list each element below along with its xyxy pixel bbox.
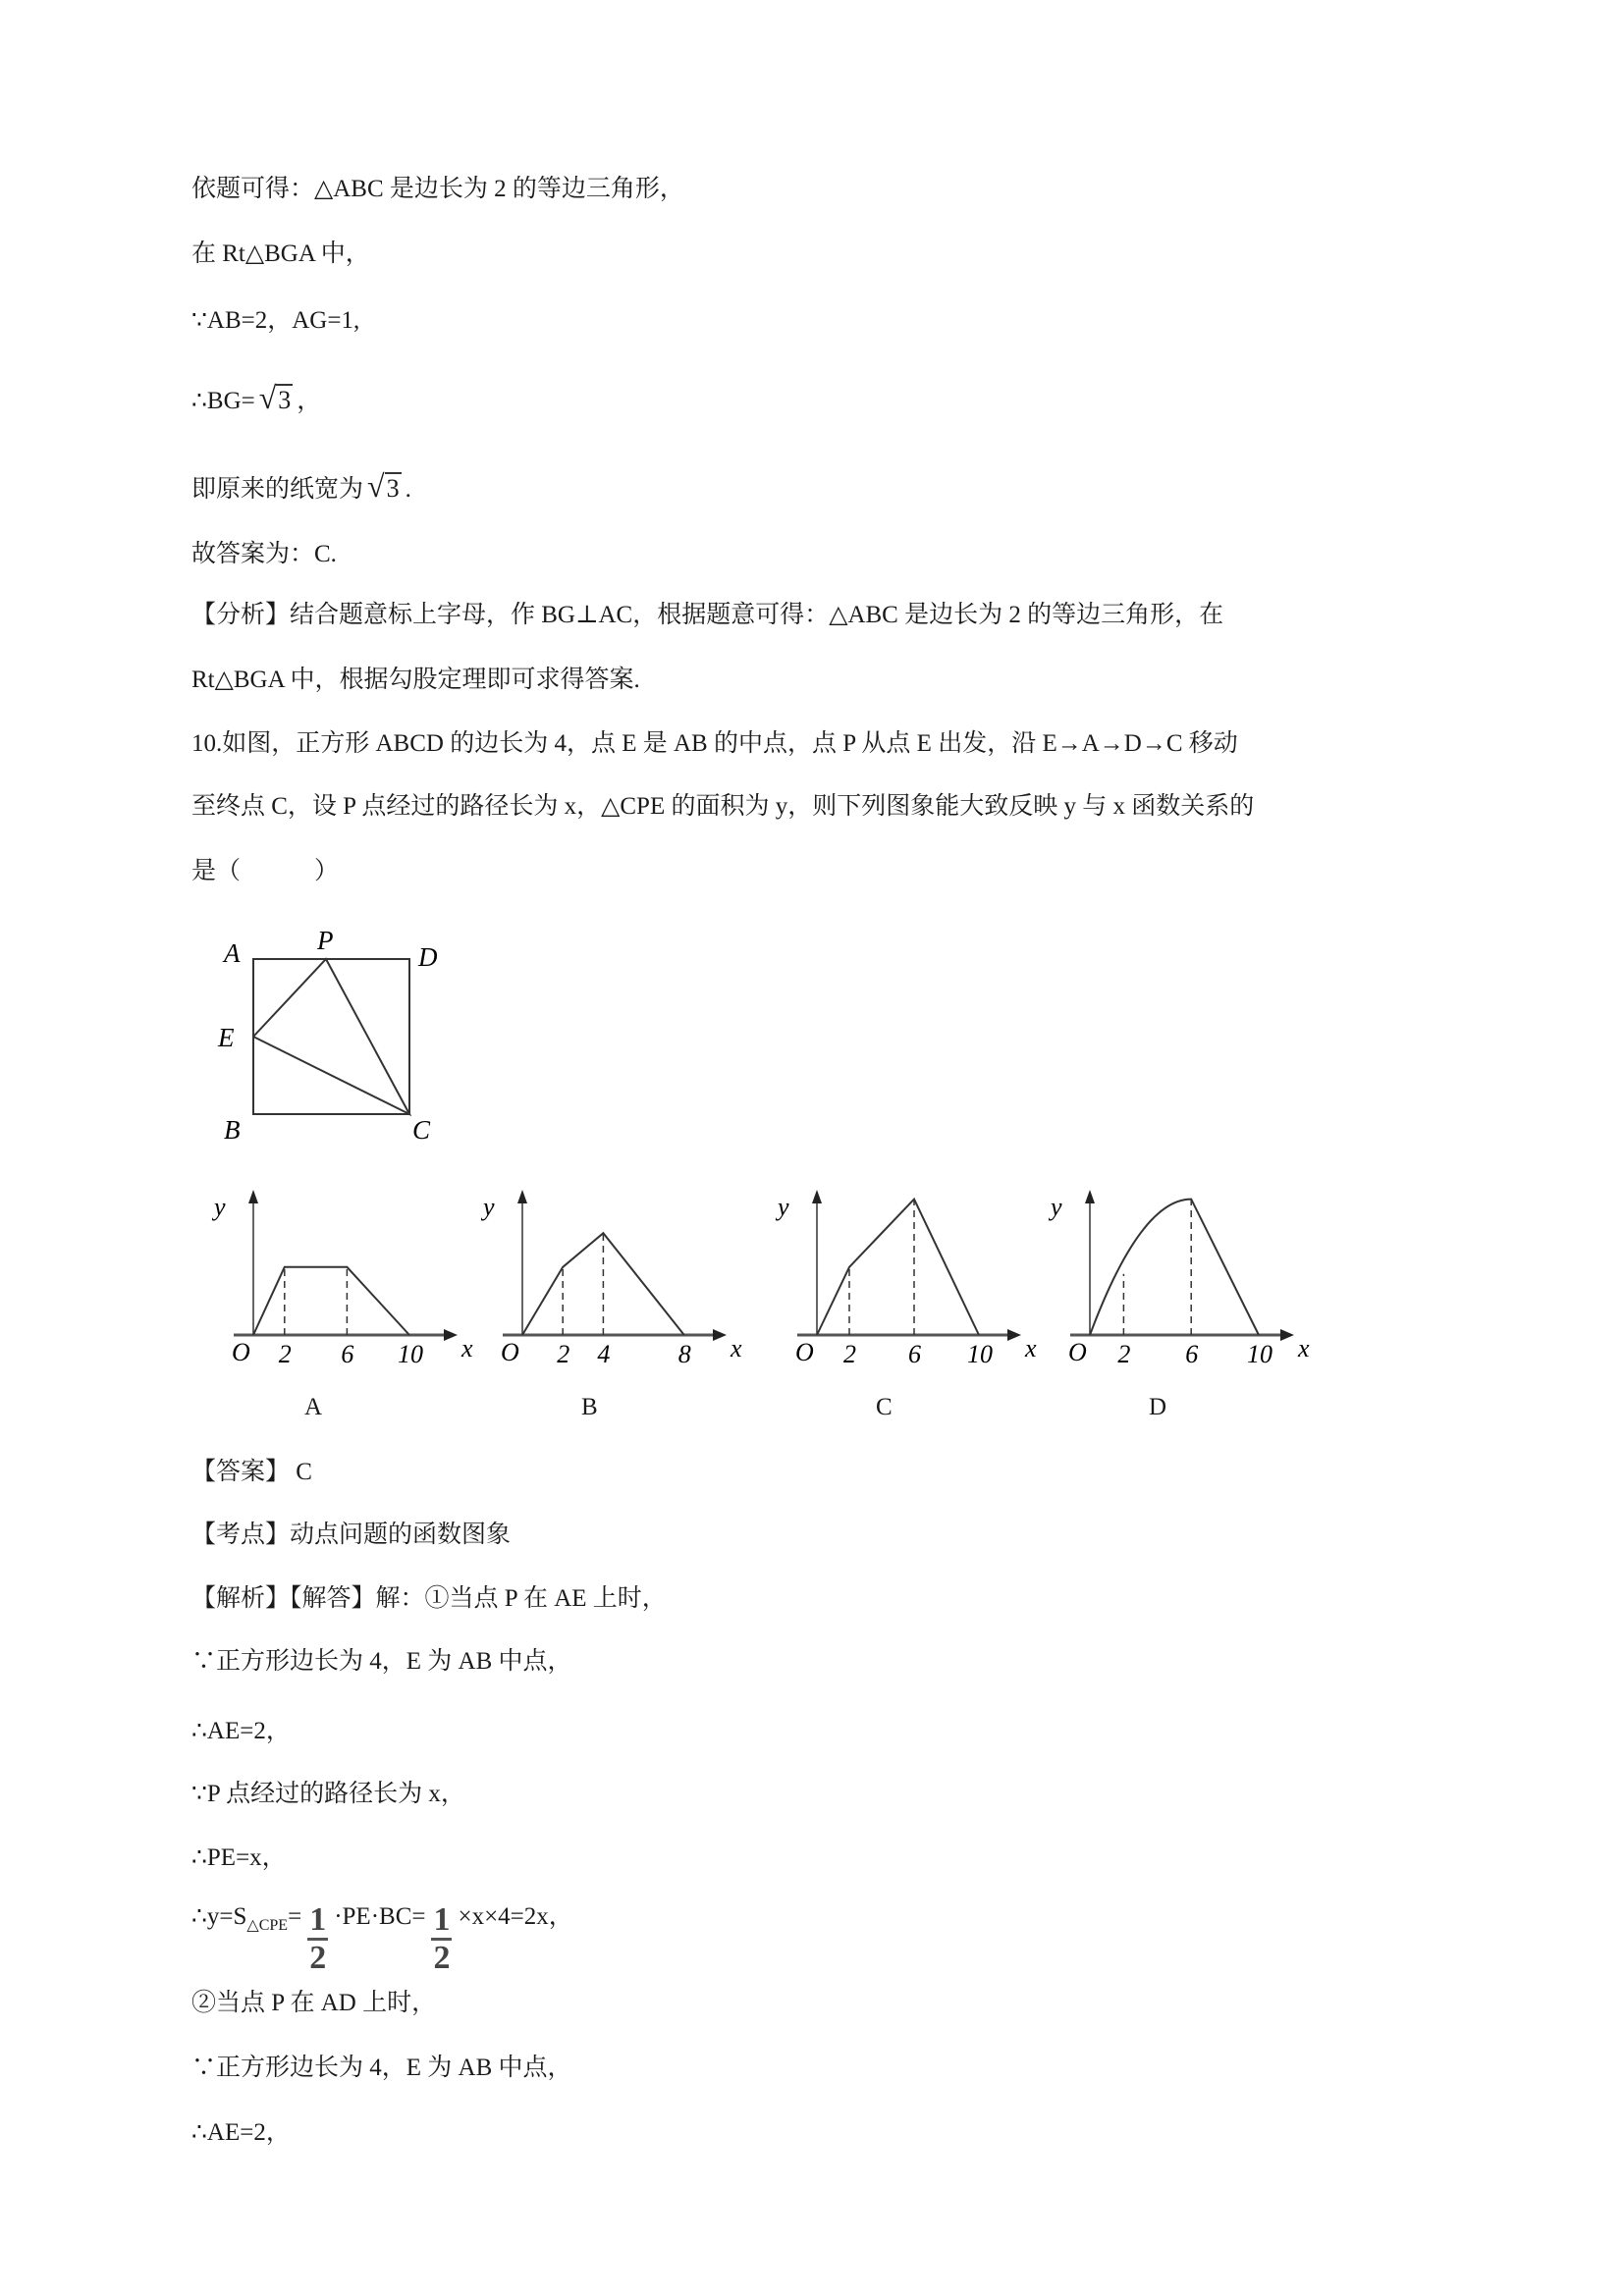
width-text: 即原来的纸宽为 <box>191 476 364 503</box>
square-abcd <box>253 959 409 1114</box>
label-e: E <box>218 1023 235 1052</box>
x-tick-label: 6 <box>1185 1340 1199 1368</box>
area-equation <box>191 1899 573 1976</box>
x-axis-label: x <box>1025 1334 1037 1362</box>
comma: ， <box>297 388 322 414</box>
answer-line: 【答案】 C <box>191 1459 312 1485</box>
x-tick-label: 2 <box>278 1340 292 1368</box>
eq-tail: ×x×4=2x， <box>458 1903 573 1930</box>
solution-line: 【解析】【解答】解：①当点 P 在 AE 上时， <box>191 1585 667 1612</box>
text-line: ∴AE=2， <box>191 1718 291 1744</box>
topic-line: 【考点】动点问题的函数图象 <box>191 1522 512 1548</box>
label-d: D <box>418 942 438 972</box>
y-axis-label: y <box>1051 1193 1062 1221</box>
origin-label: O <box>232 1338 250 1366</box>
text-line: ∵P 点经过的路径长为 x， <box>191 1781 465 1807</box>
question-line: 是（ ） <box>191 858 340 884</box>
analysis-line: 【分析】结合题意标上字母，作 BG⊥AC，根据题意可得：△ABC 是边长为 2 的等边三角形，在 <box>191 602 1224 628</box>
x-tick-label: 10 <box>1247 1340 1272 1368</box>
question-line: 至终点 C，设 P 点经过的路径长为 x，△CPE 的面积为 y，则下列图象能大致反映 y 与 x 函数关系的 <box>191 793 1255 820</box>
x-axis-label: x <box>461 1334 473 1362</box>
triangle-cpe <box>253 959 409 1114</box>
square-figure <box>206 923 461 1148</box>
label-p: P <box>317 926 334 955</box>
text-line: ②当点 P 在 AD 上时， <box>191 1990 437 2016</box>
x-tick-label: 10 <box>967 1340 993 1368</box>
bg-equation <box>191 380 322 416</box>
function-line <box>253 1267 409 1335</box>
option-label-b: B <box>581 1394 598 1420</box>
function-curve <box>1090 1200 1259 1335</box>
y-axis-label: y <box>483 1193 495 1221</box>
bg-prefix: ∴BG= <box>191 388 255 414</box>
question-line: 10.如图，正方形 ABCD 的边长为 4，点 E 是 AB 的中点，点 P 从点 E 出发，沿 E→A→D→C 移动 <box>191 730 1238 757</box>
y-axis-arrow-icon <box>1085 1190 1095 1203</box>
x-tick-label: 10 <box>398 1340 423 1368</box>
text-line: ∴AE=2， <box>191 2119 291 2146</box>
origin-label: O <box>1068 1338 1087 1366</box>
y-axis-arrow-icon <box>248 1190 258 1203</box>
sqrt-three: √3 <box>367 468 400 504</box>
eq-mid: ·PE·BC= <box>334 1903 426 1930</box>
x-axis-arrow-icon <box>713 1329 727 1341</box>
text-line: 在 Rt△BGA 中， <box>191 240 370 267</box>
label-b: B <box>224 1115 241 1145</box>
period: . <box>405 476 411 503</box>
text-line: ∵正方形边长为 4，E 为 AB 中点， <box>191 1648 572 1675</box>
eq-prefix: ∴y=S <box>191 1903 247 1930</box>
text-line: ∴PE=x， <box>191 1844 287 1871</box>
fraction-half: $\frac{1}{2}$ <box>433 1901 451 1976</box>
x-tick-label: 6 <box>341 1340 354 1368</box>
x-tick-label: 8 <box>677 1340 691 1368</box>
x-axis-arrow-icon <box>444 1329 458 1341</box>
origin-label: O <box>501 1338 519 1366</box>
x-tick-label: 2 <box>557 1340 570 1368</box>
y-axis-label: y <box>214 1193 226 1221</box>
function-line <box>522 1233 684 1335</box>
eq-sign: = <box>288 1903 302 1930</box>
label-c: C <box>412 1115 431 1145</box>
x-axis-label: x <box>1298 1334 1310 1362</box>
x-axis-arrow-icon <box>1280 1329 1294 1341</box>
option-label-a: A <box>304 1394 323 1420</box>
x-tick-label: 6 <box>908 1340 921 1368</box>
sqrt-three: √3 <box>258 380 292 415</box>
fraction-half: $\frac{1}{2}$ <box>309 1901 327 1976</box>
y-axis-arrow-icon <box>812 1190 822 1203</box>
origin-label: O <box>795 1338 814 1366</box>
x-axis-arrow-icon <box>1007 1329 1021 1341</box>
x-axis-label: x <box>731 1334 742 1362</box>
label-a: A <box>224 938 241 968</box>
text-line: ∵正方形边长为 4，E 为 AB 中点， <box>191 2055 572 2081</box>
eq-subscript: △CPE <box>246 1917 289 1934</box>
function-line <box>817 1200 979 1335</box>
y-axis-arrow-icon <box>517 1190 527 1203</box>
x-tick-label: 2 <box>1117 1340 1131 1368</box>
option-label-d: D <box>1149 1394 1167 1420</box>
width-line <box>191 468 411 505</box>
text-line: 故答案为：C. <box>191 541 337 567</box>
option-label-c: C <box>876 1394 893 1420</box>
text-line: 依题可得：△ABC 是边长为 2 的等边三角形， <box>191 176 684 202</box>
y-axis-label: y <box>778 1193 789 1221</box>
analysis-line: Rt△BGA 中，根据勾股定理即可求得答案. <box>191 667 640 693</box>
text-line: ∵AB=2，AG=1, <box>191 307 360 334</box>
x-tick-label: 4 <box>597 1340 611 1368</box>
x-tick-label: 2 <box>843 1340 856 1368</box>
